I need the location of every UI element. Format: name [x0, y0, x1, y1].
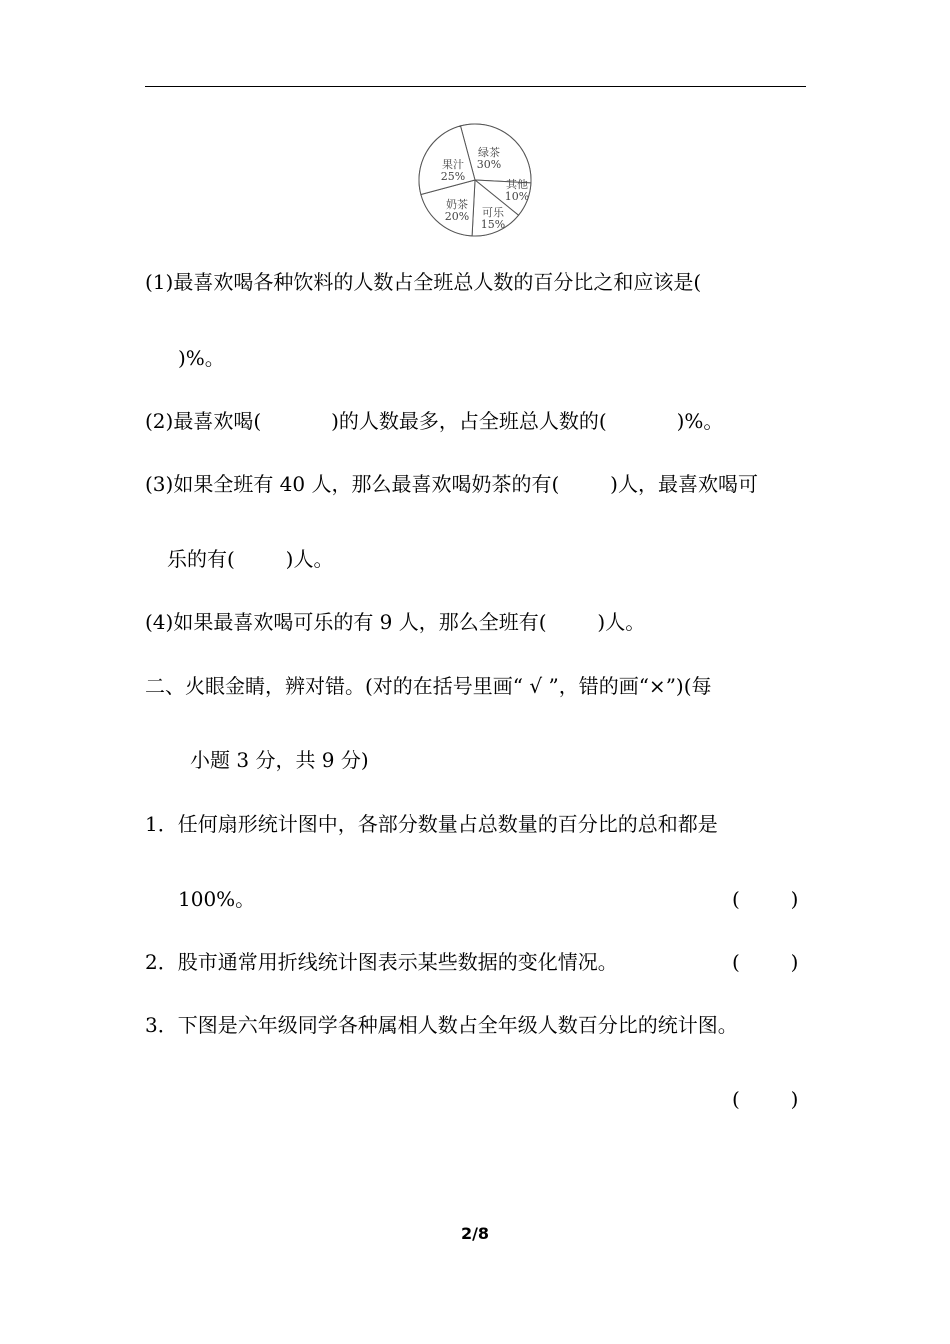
question-3-line-2: 乐的有( )人。 — [167, 547, 334, 571]
pie-label-4: 果汁 — [442, 158, 464, 171]
item-1-answer-paren: ( ) — [732, 887, 799, 911]
pie-value-3: 20% — [444, 210, 470, 223]
item-2-answer-paren: ( ) — [732, 950, 799, 974]
pie-value-4: 25% — [440, 170, 466, 183]
pie-value-0: 30% — [476, 158, 502, 171]
question-1-line-1: (1)最喜欢喝各种饮料的人数占全班总人数的百分比之和应该是( — [145, 270, 702, 294]
pie-label-3: 奶茶 — [446, 198, 468, 211]
item-3: 3．下图是六年级同学各种属相人数占全年级人数百分比的统计图。 — [145, 1013, 738, 1037]
pie-chart-svg — [417, 122, 533, 238]
section-2-heading-line-2: 小题 3 分，共 9 分) — [190, 748, 369, 772]
pie-chart — [417, 122, 533, 238]
section-2-heading-line-1: 二、火眼金睛，辨对错。(对的在括号里画“ √ ”，错的画“×”)(每 — [145, 674, 712, 698]
page-number: 2/8 — [460, 1224, 490, 1243]
pie-label-0: 绿茶 — [478, 146, 500, 159]
item-2: 2．股市通常用折线统计图表示某些数据的变化情况。 — [145, 950, 618, 974]
question-4: (4)如果最喜欢喝可乐的有 9 人，那么全班有( )人。 — [145, 610, 646, 634]
question-3-line-1: (3)如果全班有 40 人，那么最喜欢喝奶茶的有( )人，最喜欢喝可 — [145, 472, 758, 496]
pie-value-2: 15% — [480, 218, 506, 231]
header-rule — [145, 86, 806, 87]
item-1-line-2: 100%。 — [178, 887, 256, 911]
question-2: (2)最喜欢喝( )的人数最多，占全班总人数的( )%。 — [145, 409, 724, 433]
pie-label-1: 其他 — [506, 178, 528, 191]
item-1-line-1: 1．任何扇形统计图中，各部分数量占总数量的百分比的总和都是 — [145, 812, 718, 836]
item-3-answer-paren: ( ) — [732, 1087, 799, 1111]
pie-label-2: 可乐 — [482, 206, 504, 219]
pie-value-1: 10% — [504, 190, 530, 203]
question-1-line-2: )%。 — [178, 346, 225, 370]
